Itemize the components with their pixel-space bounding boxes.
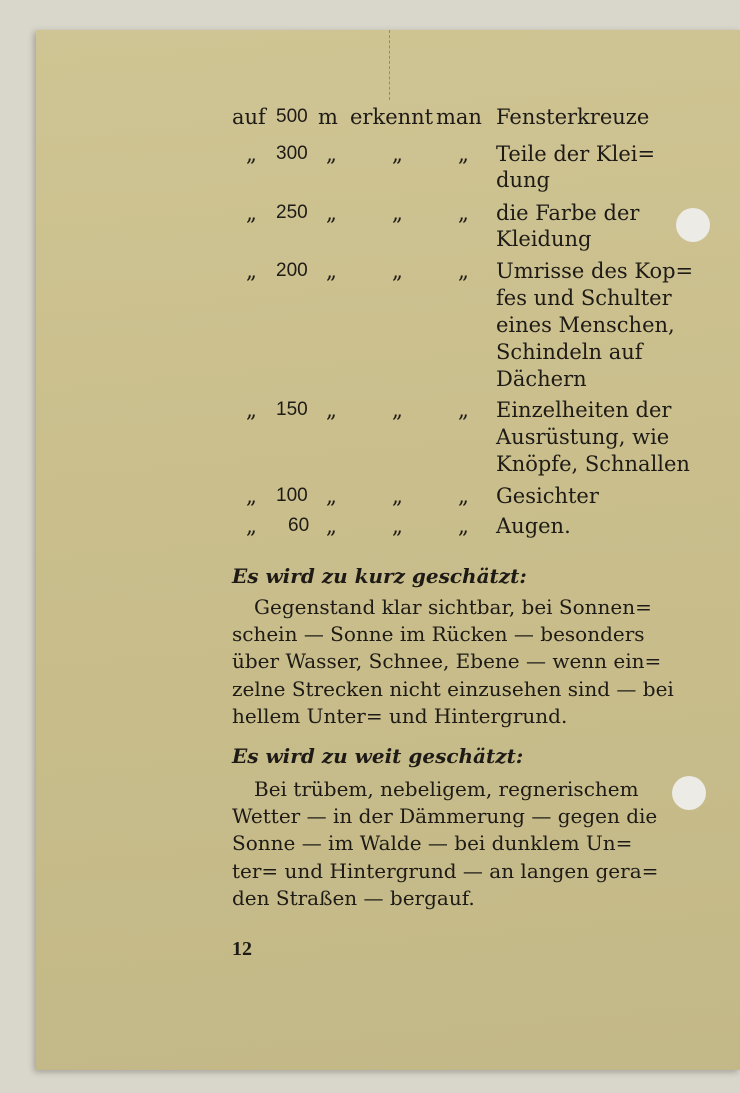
row-man: „ [458,514,469,538]
row-distance: 500 [276,106,308,127]
row-prefix: „ [246,201,257,225]
row-prefix: „ [246,484,257,508]
row-distance: 60 [288,515,310,536]
row-man: „ [458,201,469,225]
paragraph-line: über Wasser, Schnee, Ebene — wenn ein= [232,649,662,674]
row-unit: „ [326,259,337,283]
page-paper [36,30,740,1070]
row-prefix: „ [246,398,257,422]
row-description: die Farbe der [496,201,640,225]
row-verb: „ [392,142,403,166]
table-row [0,103,740,131]
row-unit: „ [326,398,337,422]
row-description-cont: Schindeln auf [496,340,643,364]
row-unit: m [318,105,338,129]
paragraph-line: Bei trübem, nebeligem, regnerischem [254,777,639,801]
row-verb: „ [392,398,403,422]
row-description: Fensterkreuze [496,105,650,129]
row-man: „ [458,142,469,166]
row-description-cont: Kleidung [496,227,592,251]
row-description-cont: Dächern [496,367,587,391]
row-description: Augen. [496,514,571,538]
row-verb: „ [392,514,403,538]
paragraph-line: Gegenstand klar sichtbar, bei Sonnen= [254,595,652,619]
row-description: Umrisse des Kop= [496,259,694,283]
paragraph-line: schein — Sonne im Rücken — besonders [232,622,645,647]
paragraph-line: Wetter — in der Dämmerung — gegen die [232,804,658,829]
table-row [0,199,740,227]
row-description: Teile der Klei= [496,142,656,166]
row-distance: 300 [276,143,308,164]
section-paragraph-too-short [232,594,698,730]
page-number: 12 [232,938,252,960]
row-man: „ [458,398,469,422]
paragraph-line: ter= und Hintergrund — an langen gera= [232,858,659,883]
table-row [0,512,740,540]
section-paragraph-too-far [232,776,698,912]
row-distance: 200 [276,260,308,281]
row-description-cont: fes und Schulter [496,286,672,310]
row-verb: „ [392,259,403,283]
row-verb: „ [392,484,403,508]
table-row [0,482,740,510]
table-row [0,257,740,285]
row-prefix: auf [232,105,266,129]
paragraph-line: den Straßen — bergauf. [232,885,475,910]
row-description-cont: eines Menschen, [496,313,675,337]
paragraph-line: Sonne — im Walde — bei dunklem Un= [232,831,633,856]
row-man: „ [458,259,469,283]
fold-crease [389,30,391,100]
row-distance: 100 [276,485,308,506]
row-unit: „ [326,484,337,508]
row-verb: erkennt [350,105,434,129]
row-description: Gesichter [496,484,599,508]
section-heading-too-short: Es wird zu kurz geschätzt: [232,564,527,588]
row-man: man [436,105,482,129]
row-description-cont: Ausrüstung, wie [496,425,670,449]
row-distance: 150 [276,399,308,420]
row-distance: 250 [276,202,308,223]
table-row [0,140,740,168]
row-unit: „ [326,142,337,166]
row-verb: „ [392,201,403,225]
row-description-cont: Knöpfe, Schnallen [496,452,690,476]
row-unit: „ [326,514,337,538]
table-row [0,396,740,424]
row-description-cont: dung [496,168,550,192]
row-prefix: „ [246,259,257,283]
row-unit: „ [326,201,337,225]
row-prefix: „ [246,142,257,166]
row-man: „ [458,484,469,508]
paragraph-line: hellem Unter= und Hintergrund. [232,703,568,728]
section-heading-too-far: Es wird zu weit geschätzt: [232,744,524,768]
paragraph-line: zelne Strecken nicht einzusehen sind — bei [232,676,674,701]
row-prefix: „ [246,514,257,538]
row-description: Einzelheiten der [496,398,672,422]
